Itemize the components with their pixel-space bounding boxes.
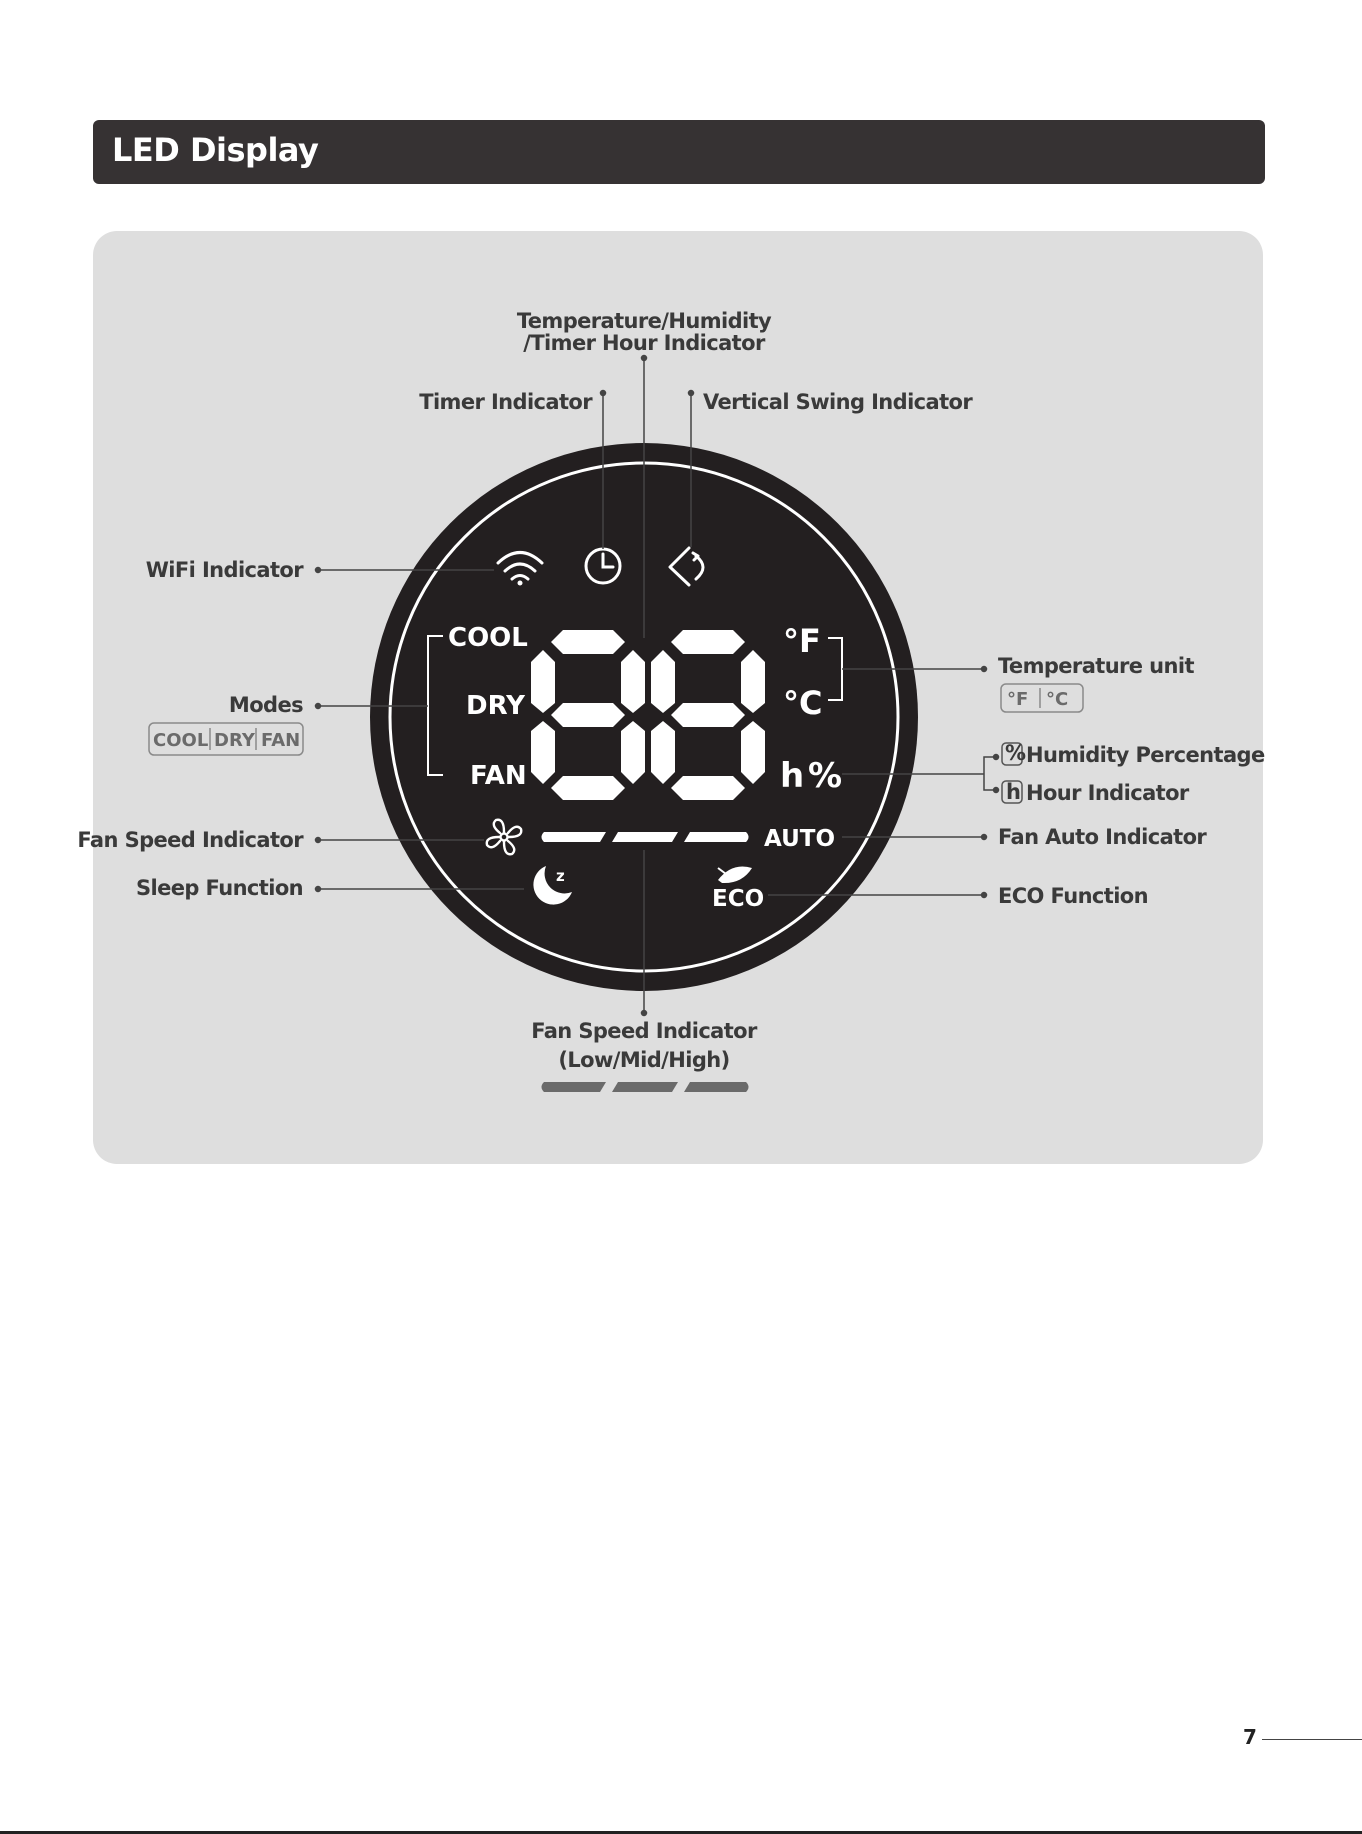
- label-humidity-percentage: Humidity Percentage: [1026, 743, 1265, 767]
- mode-dry: DRY: [466, 691, 526, 721]
- fan-auto-text: AUTO: [764, 826, 836, 852]
- modes-legend-box: [149, 723, 303, 755]
- legend-mode-cool: COOL: [153, 730, 209, 751]
- hour-legend-box: [1002, 780, 1022, 804]
- label-fan-speed-bottom-line1: Fan Speed Indicator: [531, 1019, 757, 1043]
- svg-text:z: z: [556, 867, 565, 885]
- label-temperature-unit: Temperature unit: [998, 654, 1194, 678]
- label-sleep: Sleep Function: [135, 876, 303, 900]
- label-eco-function: ECO Function: [998, 884, 1148, 908]
- label-fan-speed-bottom-line2: (Low/Mid/High): [558, 1048, 730, 1072]
- legend-unit-f: °F: [1007, 689, 1029, 710]
- label-vertical-swing: Vertical Swing Indicator: [703, 390, 973, 414]
- fan-speed-legend-bars: [542, 1082, 749, 1092]
- fan-speed-bars: [542, 832, 749, 842]
- label-wifi: WiFi Indicator: [145, 558, 303, 582]
- label-timer: Timer Indicator: [419, 390, 592, 414]
- percent-symbol: %: [808, 756, 843, 796]
- page-number: 7: [1243, 1725, 1257, 1749]
- svg-text:%: %: [1005, 741, 1026, 765]
- label-hour-indicator: Hour Indicator: [1026, 781, 1189, 805]
- unit-celsius: °C: [783, 684, 823, 722]
- label-fan-speed: Fan Speed Indicator: [77, 828, 303, 852]
- legend-mode-dry: DRY: [214, 730, 255, 751]
- section-title: LED Display: [112, 131, 319, 169]
- mode-fan: FAN: [470, 761, 527, 791]
- legend-mode-fan: FAN: [261, 730, 301, 751]
- label-modes: Modes: [228, 693, 303, 717]
- unit-fahrenheit: °F: [783, 622, 821, 660]
- hour-symbol: h: [780, 756, 805, 796]
- page-number-rule: [1262, 1739, 1362, 1740]
- label-temp-humidity-line2: /Timer Hour Indicator: [523, 331, 765, 355]
- label-temp-humidity-line1: Temperature/Humidity: [516, 309, 772, 333]
- label-fan-auto: Fan Auto Indicator: [998, 825, 1207, 849]
- units-legend-box: [1001, 684, 1083, 712]
- svg-text:h: h: [1006, 780, 1021, 804]
- eco-text: ECO: [712, 886, 765, 912]
- mode-cool: COOL: [448, 623, 528, 653]
- legend-unit-c: °C: [1046, 689, 1069, 710]
- percent-legend-box: [1002, 741, 1026, 765]
